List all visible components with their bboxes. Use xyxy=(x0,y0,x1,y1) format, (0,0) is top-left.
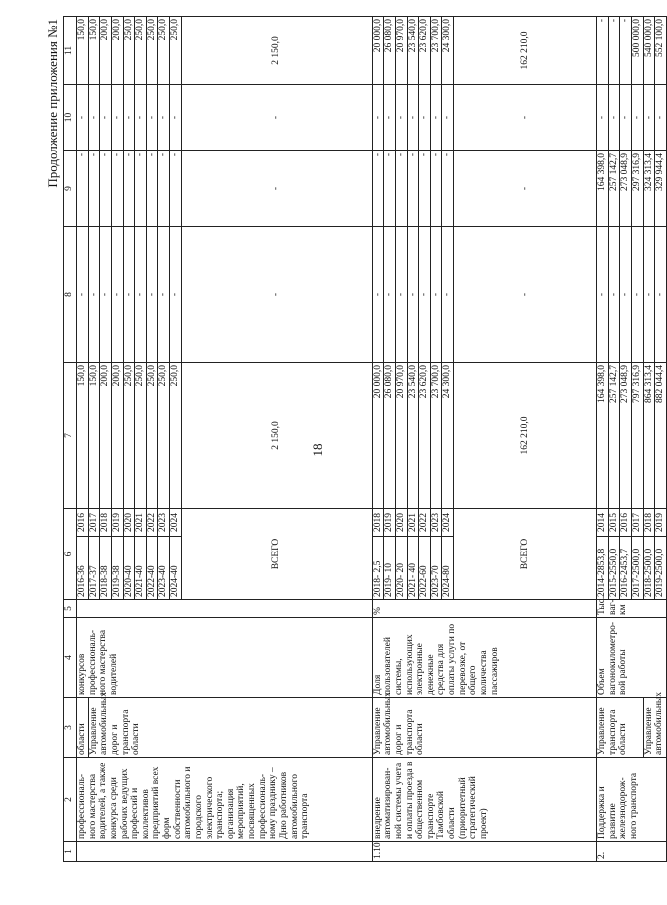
year-cell: 2019 xyxy=(111,509,123,537)
total-label: ВСЕГО xyxy=(454,509,597,600)
total-cell: 23 700,0 xyxy=(430,363,442,509)
total-cell: 257 142,7 xyxy=(608,363,620,509)
activity-name: професcиональ-ного мастерства водителей, а также конкурса среди рабочих ведущих профессий и коллективов предприятий всех форм собственности автомобильного и городского электрического транспорта; организация мероприятий, посвященных профессиональ-ному празднику – Дню работников автомобильного транспорта xyxy=(77,758,373,842)
total-cell: 150,0 xyxy=(77,363,89,509)
target-cell: 2014-2853,8 xyxy=(597,537,609,600)
total-cell: 150,0 xyxy=(88,363,100,509)
c9-cell: - xyxy=(146,151,158,227)
c10-cell: - xyxy=(631,85,643,151)
target-cell: 2024-40 xyxy=(170,537,182,600)
c10-cell: - xyxy=(170,85,182,151)
target-cell: 2022-40 xyxy=(146,537,158,600)
c8-cell: - xyxy=(620,227,632,363)
c9-cell: 297 316,9 xyxy=(631,151,643,227)
target-cell: 2018-2500,0 xyxy=(643,537,655,600)
target-cell: 2016-2453,7 xyxy=(620,537,632,600)
c11-cell: 250,0 xyxy=(158,17,170,85)
col-number: 7 xyxy=(64,363,77,509)
year-cell: 2018 xyxy=(372,509,384,537)
c8-cell: - xyxy=(135,227,147,363)
total-cell: 250,0 xyxy=(146,363,158,509)
table-row xyxy=(88,17,100,862)
c8-cell: - xyxy=(123,227,135,363)
c8-cell: - xyxy=(372,227,384,363)
c10-cell: - xyxy=(655,85,667,151)
c10-cell: - xyxy=(158,85,170,151)
c8-cell: - xyxy=(77,227,89,363)
c8-cell: - xyxy=(395,227,407,363)
col-number: 3 xyxy=(64,698,77,758)
year-cell: 2017 xyxy=(88,509,100,537)
c8-cell: - xyxy=(384,227,396,363)
c10-cell: - xyxy=(146,85,158,151)
c11-cell: 20 000,0 xyxy=(372,17,384,85)
c11-cell: 250,0 xyxy=(123,17,135,85)
total-cell: 200,0 xyxy=(111,363,123,509)
year-cell: 2019 xyxy=(384,509,396,537)
c10-cell: - xyxy=(395,85,407,151)
total-cell: 250,0 xyxy=(158,363,170,509)
activity-name: Поддержка и развитие железнодорож-ного транспорта xyxy=(597,758,667,842)
target-cell: 2021-40 xyxy=(135,537,147,600)
target-cell: 2015-2550,0 xyxy=(608,537,620,600)
c8-cell: - xyxy=(158,227,170,363)
c11-cell: 20 970,0 xyxy=(395,17,407,85)
c9-total: - xyxy=(181,151,372,227)
year-cell: 2014 xyxy=(597,509,609,537)
c10-cell: - xyxy=(407,85,419,151)
rotated-page xyxy=(45,17,666,862)
table-row xyxy=(77,17,89,862)
col-number: 11 xyxy=(64,17,77,85)
c11-cell: 500 000,0 xyxy=(631,17,643,85)
c11-cell: 23 540,0 xyxy=(407,17,419,85)
activity-name: внедрение автоматизирован-ной системы учета и оплаты проезда в общественном транспорте Тамбовской области (приоритетный стратегический проект) xyxy=(372,758,596,842)
c8-cell: - xyxy=(419,227,431,363)
col-number: 9 xyxy=(64,151,77,227)
c9-cell: 329 944,4 xyxy=(655,151,667,227)
target-cell: 2019-2500,0 xyxy=(655,537,667,600)
c11-cell: 250,0 xyxy=(135,17,147,85)
year-cell: 2022 xyxy=(419,509,431,537)
unit-cell: % xyxy=(372,600,596,618)
c8-cell: - xyxy=(430,227,442,363)
total-cell: 200,0 xyxy=(100,363,112,509)
target-cell: 2020-40 xyxy=(123,537,135,600)
total-cell: 23 540,0 xyxy=(407,363,419,509)
c8-cell: - xyxy=(631,227,643,363)
c8-cell: - xyxy=(146,227,158,363)
year-cell: 2021 xyxy=(407,509,419,537)
target-cell: 2024-80 xyxy=(442,537,454,600)
year-cell: 2023 xyxy=(158,509,170,537)
executor-cell: области xyxy=(77,698,89,758)
year-cell: 2018 xyxy=(100,509,112,537)
total-cell: 250,0 xyxy=(170,363,182,509)
unit-cell: Тыс. ваг-км xyxy=(597,600,667,618)
total-cell: 20 000,0 xyxy=(372,363,384,509)
row-number-cell: 1.10 xyxy=(372,842,596,862)
c10-cell: - xyxy=(384,85,396,151)
c9-cell: 324 313,4 xyxy=(643,151,655,227)
target-cell: 2023-70 xyxy=(430,537,442,600)
c10-cell: - xyxy=(643,85,655,151)
c10-cell: - xyxy=(111,85,123,151)
total-cell: 164 398,0 xyxy=(597,363,609,509)
total-label: ВСЕГО xyxy=(181,509,372,600)
year-cell: 2021 xyxy=(135,509,147,537)
page-number: 18 xyxy=(310,443,325,457)
c8-cell: - xyxy=(88,227,100,363)
c9-cell: - xyxy=(442,151,454,227)
c9-cell: - xyxy=(158,151,170,227)
c11-cell: 24 300,0 xyxy=(442,17,454,85)
total-cell: 882 044,4 xyxy=(655,363,667,509)
executor-cell: Управление автомобильных дорог и транспорта области xyxy=(88,698,372,758)
target-cell: 2019-38 xyxy=(111,537,123,600)
total-cell: 250,0 xyxy=(135,363,147,509)
total-cell: 26 080,0 xyxy=(384,363,396,509)
col-number: 1 xyxy=(64,842,77,862)
col-number: 6 xyxy=(64,509,77,600)
target-cell: 2018- 2,5 xyxy=(372,537,384,600)
c10-cell: - xyxy=(597,85,609,151)
year-cell: 2020 xyxy=(395,509,407,537)
c10-cell: - xyxy=(88,85,100,151)
year-cell: 2022 xyxy=(146,509,158,537)
c10-cell: - xyxy=(372,85,384,151)
c10-cell: - xyxy=(620,85,632,151)
target-cell: 2018-38 xyxy=(100,537,112,600)
c11-cell: - xyxy=(620,17,632,85)
year-cell: 2024 xyxy=(442,509,454,537)
c8-cell: - xyxy=(597,227,609,363)
c10-total: - xyxy=(454,85,597,151)
target-cell: 2023-40 xyxy=(158,537,170,600)
year-cell: 2016 xyxy=(620,509,632,537)
year-cell: 2016 xyxy=(77,509,89,537)
row-number-cell: 2. xyxy=(597,842,667,862)
c9-cell: - xyxy=(123,151,135,227)
table-row xyxy=(597,17,609,862)
c8-cell: - xyxy=(643,227,655,363)
indicator-cell: Объем вагонокилометро-вой работы xyxy=(597,618,667,698)
total-cell: 24 300,0 xyxy=(442,363,454,509)
c10-cell: - xyxy=(442,85,454,151)
c8-cell: - xyxy=(608,227,620,363)
col-number: 8 xyxy=(64,227,77,363)
col-number: 4 xyxy=(64,618,77,698)
c9-cell: - xyxy=(430,151,442,227)
c9-cell: - xyxy=(170,151,182,227)
c10-cell: - xyxy=(123,85,135,151)
c9-cell: - xyxy=(77,151,89,227)
target-cell: 2017-2500,0 xyxy=(631,537,643,600)
year-cell: 2018 xyxy=(643,509,655,537)
c11-cell: 250,0 xyxy=(170,17,182,85)
c11-cell: 23 700,0 xyxy=(430,17,442,85)
table-row xyxy=(372,17,384,862)
c8-total: - xyxy=(181,227,372,363)
target-cell: 2016-36 xyxy=(77,537,89,600)
year-cell: 2019 xyxy=(655,509,667,537)
c8-cell: - xyxy=(655,227,667,363)
c11-cell: 23 620,0 xyxy=(419,17,431,85)
c10-cell: - xyxy=(608,85,620,151)
c9-cell: - xyxy=(419,151,431,227)
total-cell: 797 316,9 xyxy=(631,363,643,509)
year-cell: 2024 xyxy=(170,509,182,537)
c9-cell: - xyxy=(407,151,419,227)
c8-cell: - xyxy=(407,227,419,363)
c11-cell: 200,0 xyxy=(100,17,112,85)
year-cell: 2015 xyxy=(608,509,620,537)
continuation-title: Продолжение приложения №1 xyxy=(45,19,60,188)
col-number: 10 xyxy=(64,85,77,151)
c8-cell: - xyxy=(100,227,112,363)
c11-total: 162 210,0 xyxy=(454,17,597,85)
c10-cell: - xyxy=(419,85,431,151)
c11-cell: 200,0 xyxy=(111,17,123,85)
col-number: 2 xyxy=(64,758,77,842)
c9-total: - xyxy=(454,151,597,227)
c8-cell: - xyxy=(111,227,123,363)
column-number-row xyxy=(64,17,77,862)
c11-cell: - xyxy=(597,17,609,85)
indicator-cell: Доля пользователей системы, использующих электронные денежные средства для оплаты услуги по перевозке, от общего количества пассажиров xyxy=(372,618,596,698)
c9-cell: - xyxy=(100,151,112,227)
c8-cell: - xyxy=(170,227,182,363)
target-cell: 2022-60 xyxy=(419,537,431,600)
c9-cell: 273 048,9 xyxy=(620,151,632,227)
c11-total: 2 150,0 xyxy=(181,17,372,85)
total-cell: 23 620,0 xyxy=(419,363,431,509)
grand-total-cell: 2 150,0 xyxy=(181,363,372,509)
c10-cell: - xyxy=(135,85,147,151)
program-table xyxy=(63,16,667,862)
c10-cell: - xyxy=(77,85,89,151)
c8-cell: - xyxy=(442,227,454,363)
indicator-cell: конкурсов профессиональ-ного мастерства водителей xyxy=(77,618,373,698)
target-cell: 2019- 10 xyxy=(384,537,396,600)
c8-total: - xyxy=(454,227,597,363)
c9-cell: 164 398,0 xyxy=(597,151,609,227)
row-number-cell xyxy=(77,842,373,862)
total-cell: 273 048,9 xyxy=(620,363,632,509)
c11-cell: 250,0 xyxy=(146,17,158,85)
c9-cell: 257 142,7 xyxy=(608,151,620,227)
c11-cell: 150,0 xyxy=(77,17,89,85)
executor-cell: Управление транспорта области xyxy=(597,698,644,758)
target-cell: 2021- 40 xyxy=(407,537,419,600)
total-cell: 864 313,4 xyxy=(643,363,655,509)
c11-cell: 150,0 xyxy=(88,17,100,85)
c11-cell: 26 080,0 xyxy=(384,17,396,85)
c10-cell: - xyxy=(100,85,112,151)
executor-cell: Управление автомобильных дорог и транспорта области xyxy=(372,698,596,758)
grand-total-cell: 162 210,0 xyxy=(454,363,597,509)
executor-cell: Управление автомобильных xyxy=(643,698,666,758)
year-cell: 2023 xyxy=(430,509,442,537)
c11-cell: - xyxy=(608,17,620,85)
c9-cell: - xyxy=(395,151,407,227)
target-cell: 2017-37 xyxy=(88,537,100,600)
c10-total: - xyxy=(181,85,372,151)
col-number: 5 xyxy=(64,600,77,618)
c9-cell: - xyxy=(372,151,384,227)
c9-cell: - xyxy=(384,151,396,227)
c9-cell: - xyxy=(111,151,123,227)
c11-cell: 552 100,0 xyxy=(655,17,667,85)
c9-cell: - xyxy=(88,151,100,227)
c9-cell: - xyxy=(135,151,147,227)
c11-cell: 540 000,0 xyxy=(643,17,655,85)
total-cell: 20 970,0 xyxy=(395,363,407,509)
total-cell: 250,0 xyxy=(123,363,135,509)
unit-cell xyxy=(77,600,373,618)
year-cell: 2020 xyxy=(123,509,135,537)
year-cell: 2017 xyxy=(631,509,643,537)
c10-cell: - xyxy=(430,85,442,151)
target-cell: 2020- 20 xyxy=(395,537,407,600)
table-row xyxy=(643,17,655,862)
